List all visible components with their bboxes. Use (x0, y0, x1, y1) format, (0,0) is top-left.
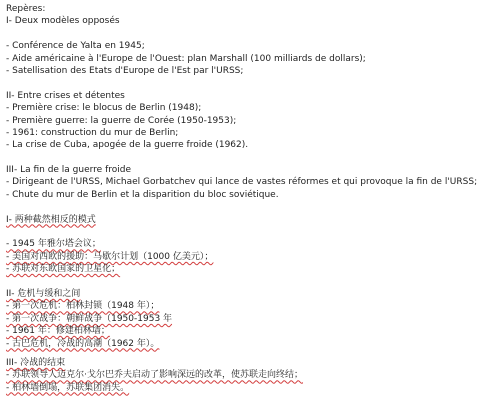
fr-s1-item-1: - Conférence de Yalta en 1945; (6, 41, 145, 52)
doc-title: Repères: (6, 4, 46, 14)
cn-s2-item-4 (6, 338, 418, 350)
cn-s3-item-1 (6, 369, 418, 381)
fr-s3-item-1: - Dirigeant de l'URSS, Michael Gorbatchev qui lance de vastes réformes et qui provoque la fin de l'URSS; (6, 177, 477, 188)
cn-s3-item-1-text: - 苏联领导人迈克尔·戈尔巴乔夫启动了影响深远的改革，使苏联走向终结； (6, 370, 303, 381)
blank-line (6, 276, 418, 288)
blank-line (6, 77, 418, 89)
fr-s2-item-1: - Première crise: le blocus de Berlin (1948); (6, 103, 202, 114)
cn-s1-item-2 (6, 251, 418, 263)
fr-s3-item-2: - Chute du mur de Berlin et la disparition du bloc soviétique. (6, 189, 279, 200)
cn-section-2-heading (6, 288, 418, 300)
cn-s2-item-1-text: - 第一次危机：柏林封锁（1948 年）； (6, 301, 160, 312)
fr-section-1-heading: I- Deux modèles opposés (6, 16, 120, 27)
cn-s3-item-2 (6, 382, 418, 394)
blank-line (6, 226, 418, 238)
cn-s1-heading-text: I- 两种截然相反的模式 (6, 214, 96, 225)
blank-line (6, 201, 418, 213)
blank-line (6, 350, 418, 357)
cn-s2-item-2 (6, 313, 418, 325)
fr-s2-item-3: - 1961: construction du mur de Berlin; (6, 127, 179, 138)
blank-line (6, 152, 418, 164)
fr-s1-item-2: - Aide américaine à l'Europe de l'Ouest: plan Marshall (100 milliards de dollars); (6, 53, 366, 64)
cn-s2-item-2-text: - 第一次战争：朝鲜战争（1950-1953 年 (6, 313, 173, 324)
fr-section-2-heading: II- Entre crises et détentes (6, 90, 125, 101)
fr-s2-item-2: - Première guerre: la guerre de Corée (1950-1953); (6, 115, 237, 126)
fr-section-3-heading: III- La fin de la guerre froide (6, 165, 132, 176)
fr-s1-item-3: - Satellisation des Etats d'Europe de l'Est par l'URSS; (6, 65, 244, 76)
fr-s2-item-4: - La crise de Cuba, apogée de la guerre froide (1962). (6, 140, 249, 151)
cn-s2-item-3 (6, 325, 418, 337)
cn-s1-item-1 (6, 238, 418, 250)
cn-s2-item-1 (6, 300, 418, 312)
cn-section-3-heading (6, 357, 418, 369)
cn-section-1-heading (6, 214, 418, 226)
blank-line (6, 28, 418, 40)
cn-s2-item-3-text: - 1961 年：修建柏林墙； (6, 326, 110, 337)
cn-s1-item-2-text: - 美国对西欧的援助：马歇尔计划（1000 亿美元）； (6, 251, 214, 262)
cn-s2-heading-text: II- 危机与缓和之间 (6, 288, 81, 299)
cn-s1-item-3-text: - 苏联对东欧国家的卫星化； (6, 264, 121, 275)
cn-s3-heading-text: III- 冷战的结束 (6, 357, 66, 368)
cn-s2-item-4-text: - 古巴危机，冷战的高潮（1962 年）。 (6, 338, 160, 349)
cn-s1-item-1-text: - 1945 年雅尔塔会议； (6, 239, 101, 250)
cn-s3-item-2-text: - 柏林墙倒塌，苏联集团消失。 (6, 382, 130, 393)
cn-s1-item-3 (6, 263, 418, 275)
